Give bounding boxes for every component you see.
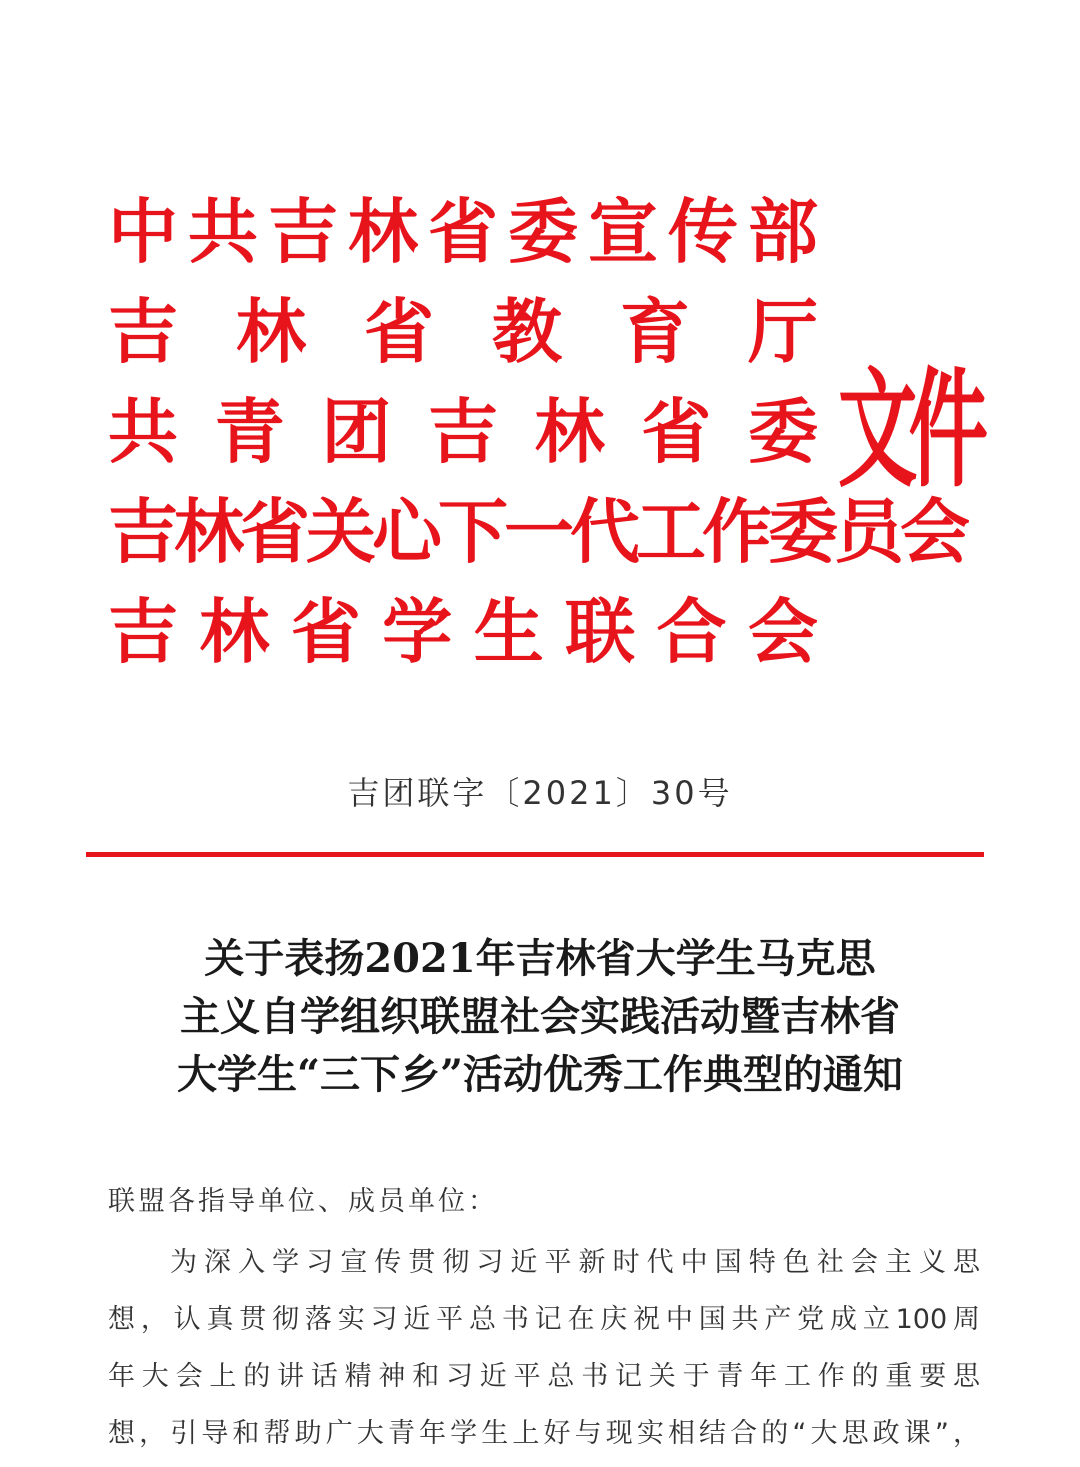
issuer-character: 会 xyxy=(747,590,818,673)
title-line: 主义自学组织联盟社会实践活动暨吉林省 xyxy=(180,993,900,1040)
issuer-character: 代 xyxy=(570,490,636,573)
issuer-character: 省 xyxy=(641,390,712,473)
issuer-character: 育 xyxy=(620,290,690,373)
salutation: 联盟各指导单位、成员单位： xyxy=(108,1186,498,1217)
document-label: 文件 xyxy=(838,355,980,505)
issuer-character: 心 xyxy=(372,490,438,573)
issuer-character: 吉 xyxy=(427,390,498,473)
issuer-character: 联 xyxy=(565,590,636,673)
red-divider xyxy=(86,852,984,857)
issuer-character: 林 xyxy=(174,490,240,573)
issuer-character: 团 xyxy=(321,390,392,473)
document-number: 吉团联字〔2021〕30号 xyxy=(347,774,733,812)
issuer-character: 会 xyxy=(900,490,966,573)
issuer-character: 中 xyxy=(108,190,178,273)
title-line: 大学生“三下乡”活动优秀工作典型的通知 xyxy=(176,1051,903,1098)
issuer-character: 吉 xyxy=(108,590,178,673)
issuer-line xyxy=(108,582,818,682)
issuer-character: 共 xyxy=(188,190,258,273)
issuer-character: 省 xyxy=(428,190,498,273)
issuer-line xyxy=(108,282,818,382)
issuer-character: 教 xyxy=(492,290,562,373)
issuer-character: 省 xyxy=(240,490,306,573)
issuer-line xyxy=(108,182,818,282)
issuer-character: 部 xyxy=(748,190,818,273)
issuer-character: 青 xyxy=(214,390,285,473)
issuer-line xyxy=(108,482,966,582)
issuer-character: 吉 xyxy=(108,290,178,373)
issuer-character: 共 xyxy=(108,390,178,473)
issuer-character: 合 xyxy=(656,590,727,673)
issuer-character: 传 xyxy=(668,190,738,273)
issuer-character: 省 xyxy=(290,590,361,673)
body-line: 想，引导和帮助广大青年学生上好与现实相结合的“大思政课”， xyxy=(108,1418,980,1449)
issuer-character: 林 xyxy=(236,290,306,373)
issuer-character: 员 xyxy=(834,490,900,573)
body-paragraph xyxy=(108,1234,980,1462)
issuer-character: 省 xyxy=(364,290,434,373)
issuer-character: 关 xyxy=(306,490,372,573)
issuer-character: 生 xyxy=(473,590,544,673)
issuer-character: 吉 xyxy=(268,190,338,273)
body-line: 为深入学习宣传贯彻习近平新时代中国特色社会主义思 xyxy=(170,1247,980,1278)
document-title xyxy=(0,930,1080,1104)
body-line: 想，认真贯彻落实习近平总书记在庆祝中国共产党成立100周 xyxy=(108,1304,980,1335)
issuer-character: 林 xyxy=(199,590,270,673)
issuer-character: 吉 xyxy=(108,490,174,573)
issuer-character: 下 xyxy=(438,490,504,573)
issuer-character: 委 xyxy=(747,390,818,473)
body-line: 年大会上的讲话精神和习近平总书记关于青年工作的重要思 xyxy=(108,1361,980,1392)
issuer-character: 作 xyxy=(702,490,768,573)
issuer-character: 林 xyxy=(534,390,605,473)
issuer-character: 宣 xyxy=(588,190,658,273)
issuer-character: 委 xyxy=(508,190,578,273)
issuer-character: 委 xyxy=(768,490,834,573)
issuer-character: 一 xyxy=(504,490,570,573)
issuer-character: 厅 xyxy=(748,290,818,373)
issuer-character: 学 xyxy=(382,590,453,673)
title-line: 关于表扬2021年吉林省大学生马克思 xyxy=(204,935,876,982)
issuer-character: 林 xyxy=(348,190,418,273)
issuer-character: 工 xyxy=(636,490,702,573)
issuer-line xyxy=(108,382,818,482)
